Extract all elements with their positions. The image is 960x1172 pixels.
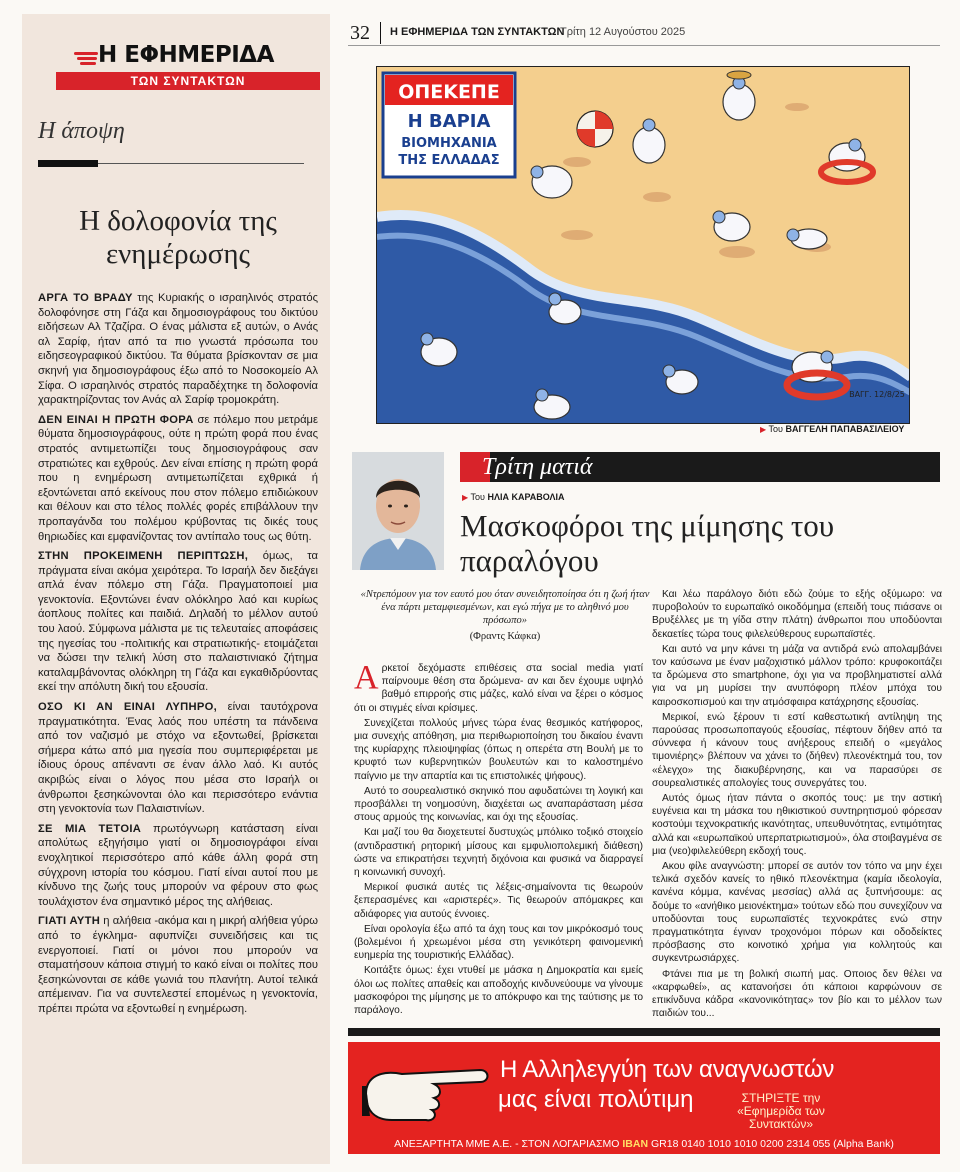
article-paragraph: Αρκετοί δεχόμαστε επιθέσεις στα social media γιατί παίρνουμε θέση στα δρώμενα- αν και δεν έχουμε υψηλό βαθμό επιρροής στις μάζες, καλό είναι να ξέρει ο κόσμος ότι οι στιγμές είναι κρίσιμες. (354, 659, 643, 714)
opinion-paragraph: ΓΙΑΤΙ ΑΥΤΗ η αλήθεια -ακόμα και η μικρή αλήθεια γύρω από το έγκλημα- αφυπνίζει συνειδήσεις και τις ενεργοποιεί. Γιατί οι μόνοι που μπορούν να σταματήσουν κάποια στιγμή το κακό είναι οι πολίτες που ξεσηκώνονται σε κάθε γωνιά του πλανήτη. Αυτοί τελικά απέμειναν. Για να συντελεστεί επομένως η γενοκτονία, πρέπει πρώτα να εξοντωθεί η ενημέρωση. (38, 915, 318, 1015)
header-date: Τρίτη 12 Αυγούστου 2025 (560, 26, 686, 38)
article-paragraph: Κοιτάξτε όμως: έχει ντυθεί με μάσκα η Δημοκρατία και εμείς όλοι ως πολίτες απαθείς και αποδοχής κινδυνεύουμε να γίνουμε μασκοφόροι της μίμησης με το απόκρυφο και της ταύτισης με το παράλογο. (354, 965, 643, 1017)
article-paragraph: Μερικοί, ενώ ξέρουν τι εστί καθεστωτική αντίληψη της παρούσας προσωποπαγούς εξουσίας, πέφτουν δήθεν από τα σύννεφα ή κάνουν τους ανήξερους επειδή ο «μεγάλος τιμονιέρης» βλέπουν να χάνει το (δήθεν) πλεονέκτημά του, τον «έλεγχο» της διακυβέρνησης, και να παρασύρει σε σουρεαλιστικές απολογίες τους συνεργάτες του. (652, 711, 942, 789)
article-paragraph: Μερικοί φυσικά αυτές τις λέξεις-σημαίνοντα τις θεωρούν ξεπερασμένες και «αριστερές». Τις θεωρούν απόμακρες και αδιάφορες για αυτούς έννοιες. (354, 882, 643, 920)
cartoon-credit: ▶ Του ΒΑΓΓΕΛΗ ΠΑΠΑΒΑΣΙΛΕΙΟΥ (760, 424, 905, 434)
column-byline: ▶ Του ΗΛΙΑ ΚΑΡΑΒΟΛΙΑ (462, 492, 565, 502)
page-header (348, 20, 940, 46)
author-photo (352, 452, 444, 570)
section-rule (38, 155, 318, 173)
article-paragraph: Αυτό το σουρεαλιστικό σκηνικό που αφυδατώνει τη λογική και προσβάλλει τη νοημοσύνη, διαχέεται ως αναπαράσταση μέσα στους αρμούς της κοινωνίας, και όχι της εξουσίας. (354, 785, 643, 824)
article-paragraph: Αυτός όμως ήταν πάντα ο σκοπός τους: με την αστική ευγένεια και τη μάσκα του ηθικιστικού συντηρητισμού φόρεσαν κοστούμι τεχνοκρατικής ικανότητας, υπευθυνότητας, εντιμότητας αλλά και «ευρωπαϊκού υπερπατριωτισμού», όλα στοιβαγμένα σε μια (νεο)φιλελεύθερη εκδοχή τους. (652, 793, 942, 857)
column-headline: Μασκοφόροι της μίμησης του παραλόγου (460, 508, 835, 578)
ad-line-1: Η Αλληλεγγύη των αναγνωστών (500, 1056, 835, 1083)
cartoon-sign-title: ΟΠΕΚΕΠΕ (398, 81, 500, 103)
article-paragraph: Και μαζί του θα διοχετευτεί δυστυχώς μπόλικο τοξικό στοιχείο (αντιδραστική ρητορική μίσους και εμφυλιοπολεμική διάθεση) ώστε να επικρατήσει τεχνητή διχόνοια και φυσικά να διαρραγεί η κοινωνική συνοχή. (354, 827, 643, 879)
article-paragraph: Συνεχίζεται πολλούς μήνες τώρα ένας θεσμικός κατήφορος, μια συνεχής απόθηση, μια περιθωριοποίηση του δικαίου έναντι της κυρίαρχης πλειοψηφίας (όπως η οπερέτα στη Βουλή με το κρυφτό των κυβερνητικών βουλευτών και το καλοστημένο παίγνιο με την απαρτία και τις επιστολικές ψήφους). (354, 717, 643, 782)
logo-title: Η ΕΦΗΜΕΡΙΔΑ (98, 42, 274, 68)
article-column-left (354, 659, 643, 1019)
opinion-headline: Η δολοφονία της ενημέρωσης (79, 205, 277, 270)
ad-bank-details: ΑΝΕΞΑΡΤΗΤΑ ΜΜΕ Α.Ε. - ΣΤΟΝ ΛΟΓΑΡΙΑΣΜΟ IBAN GR18 0140 1010 1010 0200 2314 055 (Alpha Bank) (394, 1138, 894, 1150)
article-column-right (652, 588, 942, 1023)
ad-call-to-action: ΣΤΗΡΙΞΤΕ την «Εφημερίδα των Συντακτών» (737, 1091, 825, 1131)
triangle-icon: ▶ (760, 425, 767, 434)
pointing-hand-icon (362, 1056, 492, 1131)
cartoon-signature: ΒΑΓΓ. 12/8/25 (849, 390, 905, 399)
article-paragraph: Είναι ορολογία έξω από τα άχη τους και τον μικρόκοσμό τους (βολεμένοι ή χρεωμένοι μέσα στη γενικότερη φαινομενική ευημερία της τουριστικής Ελλάδας). (354, 923, 643, 962)
column-label: Τρίτη ματιά (482, 454, 593, 480)
opinion-paragraph: ΣΕ ΜΙΑ ΤΕΤΟΙΑ πρωτόγνωρη κατάσταση είναι απολύτως εξηγήσιμο γιατί οι δημοσιογράφοι είναι ενοχλητικοί περισσότερο από κάθε άλλη φορά στη σύγχρονη ιστορία του κόσμου. Γιατί είναι αυτοί που με κίνδυνο της ζωής τους μπορούν να φέρουν στο φως τουλάχιστον ένα σημαντικό μέρος της αλήθειας. (38, 822, 318, 908)
opinion-paragraph: ΣΤΗΝ ΠΡΟΚΕΙΜΕΝΗ ΠΕΡΙΠΤΩΣΗ, όμως, τα πράγματα είναι ακόμα χειρότερα. Το Ισραήλ δεν διεξάγει απλά έναν πόλεμο στη Γάζα. Πραγματοποιεί μια γενοκτονία. Εξοντώνει έναν ολόκληρο λαό και κυρίως άοπλους πολίτες και παιδιά. Δηλαδή το μέλλον αυτού του λαού. Σύμφωνα μάλιστα με τις τελευταίες αποφάσεις της ηγεσίας του -πολιτικής και στρατιωτικής- ετοιμάζεται να δώσει την τελική λύση στο παλαιστινιακό ζήτημα καταλαμβάνοντας ολόκληρη τη Γάζα και εγκαθιδρύοντας εκεί την απόλυτη δική του εξουσία. (38, 550, 318, 694)
column-label-bar (460, 452, 940, 482)
opinion-paragraph: ΔΕΝ ΕΙΝΑΙ Η ΠΡΩΤΗ ΦΟΡΑ σε πόλεμο που μετράμε θύματα δημοσιογράφους, ούτε η πρώτη φορά που ένας στρατός αντιμετωπίζει τους δημοσιογράφους σαν στρατιώτες και εχθρούς. Δεν είναι επίσης η πρώτη φορά που η ενημέρωση αντιμετωπίζεται εχθρικά ή εξοντώνεται από εκείνους που στον πόλεμο επιδιώκουν και θέλουν και στο τέλος πολλές φορές επιβάλλουν την προπαγάνδα του πολέμου κρύβοντας τις δικές τους θηριωδίες και εμφανίζοντας τον αντίπαλο τους ως θύτη. (38, 413, 318, 543)
article-paragraph: Και λέω παράλογο διότι εδώ ζούμε το εξής οξύμωρο: να πυροβολούν το ευρωπαϊκό οικοδόμημα (επειδή τους πιάσανε οι Βρυξέλλες με τη γίδα στην πλάτη) άνθρωποι που υποδύονται δεκαετίες τώρα τους φιλελεύθερους ευρωπαϊστές. (652, 589, 942, 640)
opinion-paragraph: ΟΣΟ ΚΙ ΑΝ ΕΙΝΑΙ ΛΥΠΗΡΟ, είναι ταυτόχρονα πραγματικότητα. Ένας λαός που υπέστη τα πάνδεινα από τον ναζισμό με στόχο να εξοντωθεί, βρίσκεται σήμερα κάτω από μια ηγεσία που συμπεριφέρεται με ίδιους όρους απέναντι σε έναν άλλο λαό. Κι αυτός ακριβώς είναι ο λόγος που μέσα στο Ισραήλ οι άνθρωποι ξεσηκώνονται όλο και περισσότερο ενάντια στη γενοκτονία των Παλαιστινίων. (38, 701, 318, 816)
epigraph-quote: «Ντρεπόμουν για τον εαυτό μου όταν συνειδητοποίησα ότι η ζωή ήταν ένα πάρτι μεταμφιεσμένων, και εγώ πήγα με το αληθινό μου πρόσωπο» (Φραντς Κάφκα) (360, 589, 650, 642)
article-paragraph: Φτάνει πια με τη βολική σιωπή μας. Οποιος δεν θέλει να «καρφωθεί», ας κατανοήσει ότι κάποιοι καρφώνουν σε επικίνδυνα κάδρα «κανονικότητας» τον βίο και το μέλλον των παιδιών του... (652, 968, 942, 1020)
article-paragraph: Ακου φίλε αναγνώστη: μπορεί σε αυτόν τον τόπο να μην έχει τελικά σχεδόν κανείς το ηθικό πλεονέκτημα (καμία ιδεολογία, κανένα κόμμα, κανένας μεσσίας) αλλά ας ξυπνήσουμε: ας δούμε το «ανήθικο μειονέκτημα» τούτων εδώ που συνεχίζουν να υποδύονται τους ευρωπαϊστές τεχνοκράτες ενώ στην πραγματικότητα έγιναν τροχονόμοι πόρων και οδοδείκτες πρόσβασης στο κοινοτικό χρήμα για κολλητούς και συγκεντρωσιάρχες. (652, 861, 942, 965)
cartoon-sign-line: ΒΙΟΜΗΧΑΝΙΑ (401, 136, 497, 151)
section-label: Η άποψη (38, 118, 125, 144)
drop-cap: Α (354, 659, 379, 696)
page-number: 32 (350, 22, 370, 44)
cartoon-sign-line: Η ΒΑΡΙΑ (407, 111, 491, 132)
logo-subtitle: ΤΩΝ ΣΥΝΤΑΚΤΩΝ (56, 72, 320, 90)
cartoon-sign-line: ΤΗΣ ΕΛΛΑΔΑΣ (398, 153, 500, 168)
solidarity-ad (348, 1042, 940, 1154)
cartoon-illustration (377, 67, 910, 424)
divider-bar (348, 1028, 940, 1036)
article-paragraph: Και αυτό να μην κάνει τη μάζα να αντιδρά ενώ απολαμβάνει τον καύσωνα με έναν μαζοχιστικό μάλλον τρόπο: κρυφοκοιτάζει τα δρώμενα στο smartphone, όχι για να προβληματιστεί αλλά για να μη μυρίσει την ανυπόφορη πλέον μπόχα του καιροσκοπισμού και την ατμόσφαιρα κατάχρησης εξουσίας. (652, 643, 942, 708)
quote-source: (Φραντς Κάφκα) (469, 631, 541, 642)
header-divider (380, 22, 381, 44)
newspaper-logo (38, 14, 318, 88)
opinion-column (22, 14, 330, 1164)
ad-line-2: μας είναι πολύτιμη (498, 1086, 694, 1113)
header-paper-name: Η ΕΦΗΜΕΡΙΔΑ ΤΩΝ ΣΥΝΤΑΚΤΩΝ (390, 26, 565, 38)
opinion-paragraph: ΑΡΓΑ ΤΟ ΒΡΑΔΥ της Κυριακής ο ισραηλινός στρατός δολοφόνησε στη Γάζα και δημοσιογράφους του δικτύου ειδήσεων Αλ Τζαζίρα. Ο ένας μάλιστα εξ αυτών, ο Ανάς αλ Σαρίφ, ήταν από τα πιο γνωστά πρόσωπα του ειδησεογραφικού δικτύου. Τα θύματα βρίσκονταν σε μια σκηνή για δημοσιογράφους έξω από το Νοσοκομείο Αλ Σίφα. Ο ισραηλινός στρατός παραδέχτηκε τη δολοφονία χαρακτηρίζοντας τον Ανάς αλ Σαρίφ τρομοκράτη. (38, 292, 318, 407)
triangle-icon: ▶ (462, 493, 469, 502)
cartoon (376, 66, 910, 424)
